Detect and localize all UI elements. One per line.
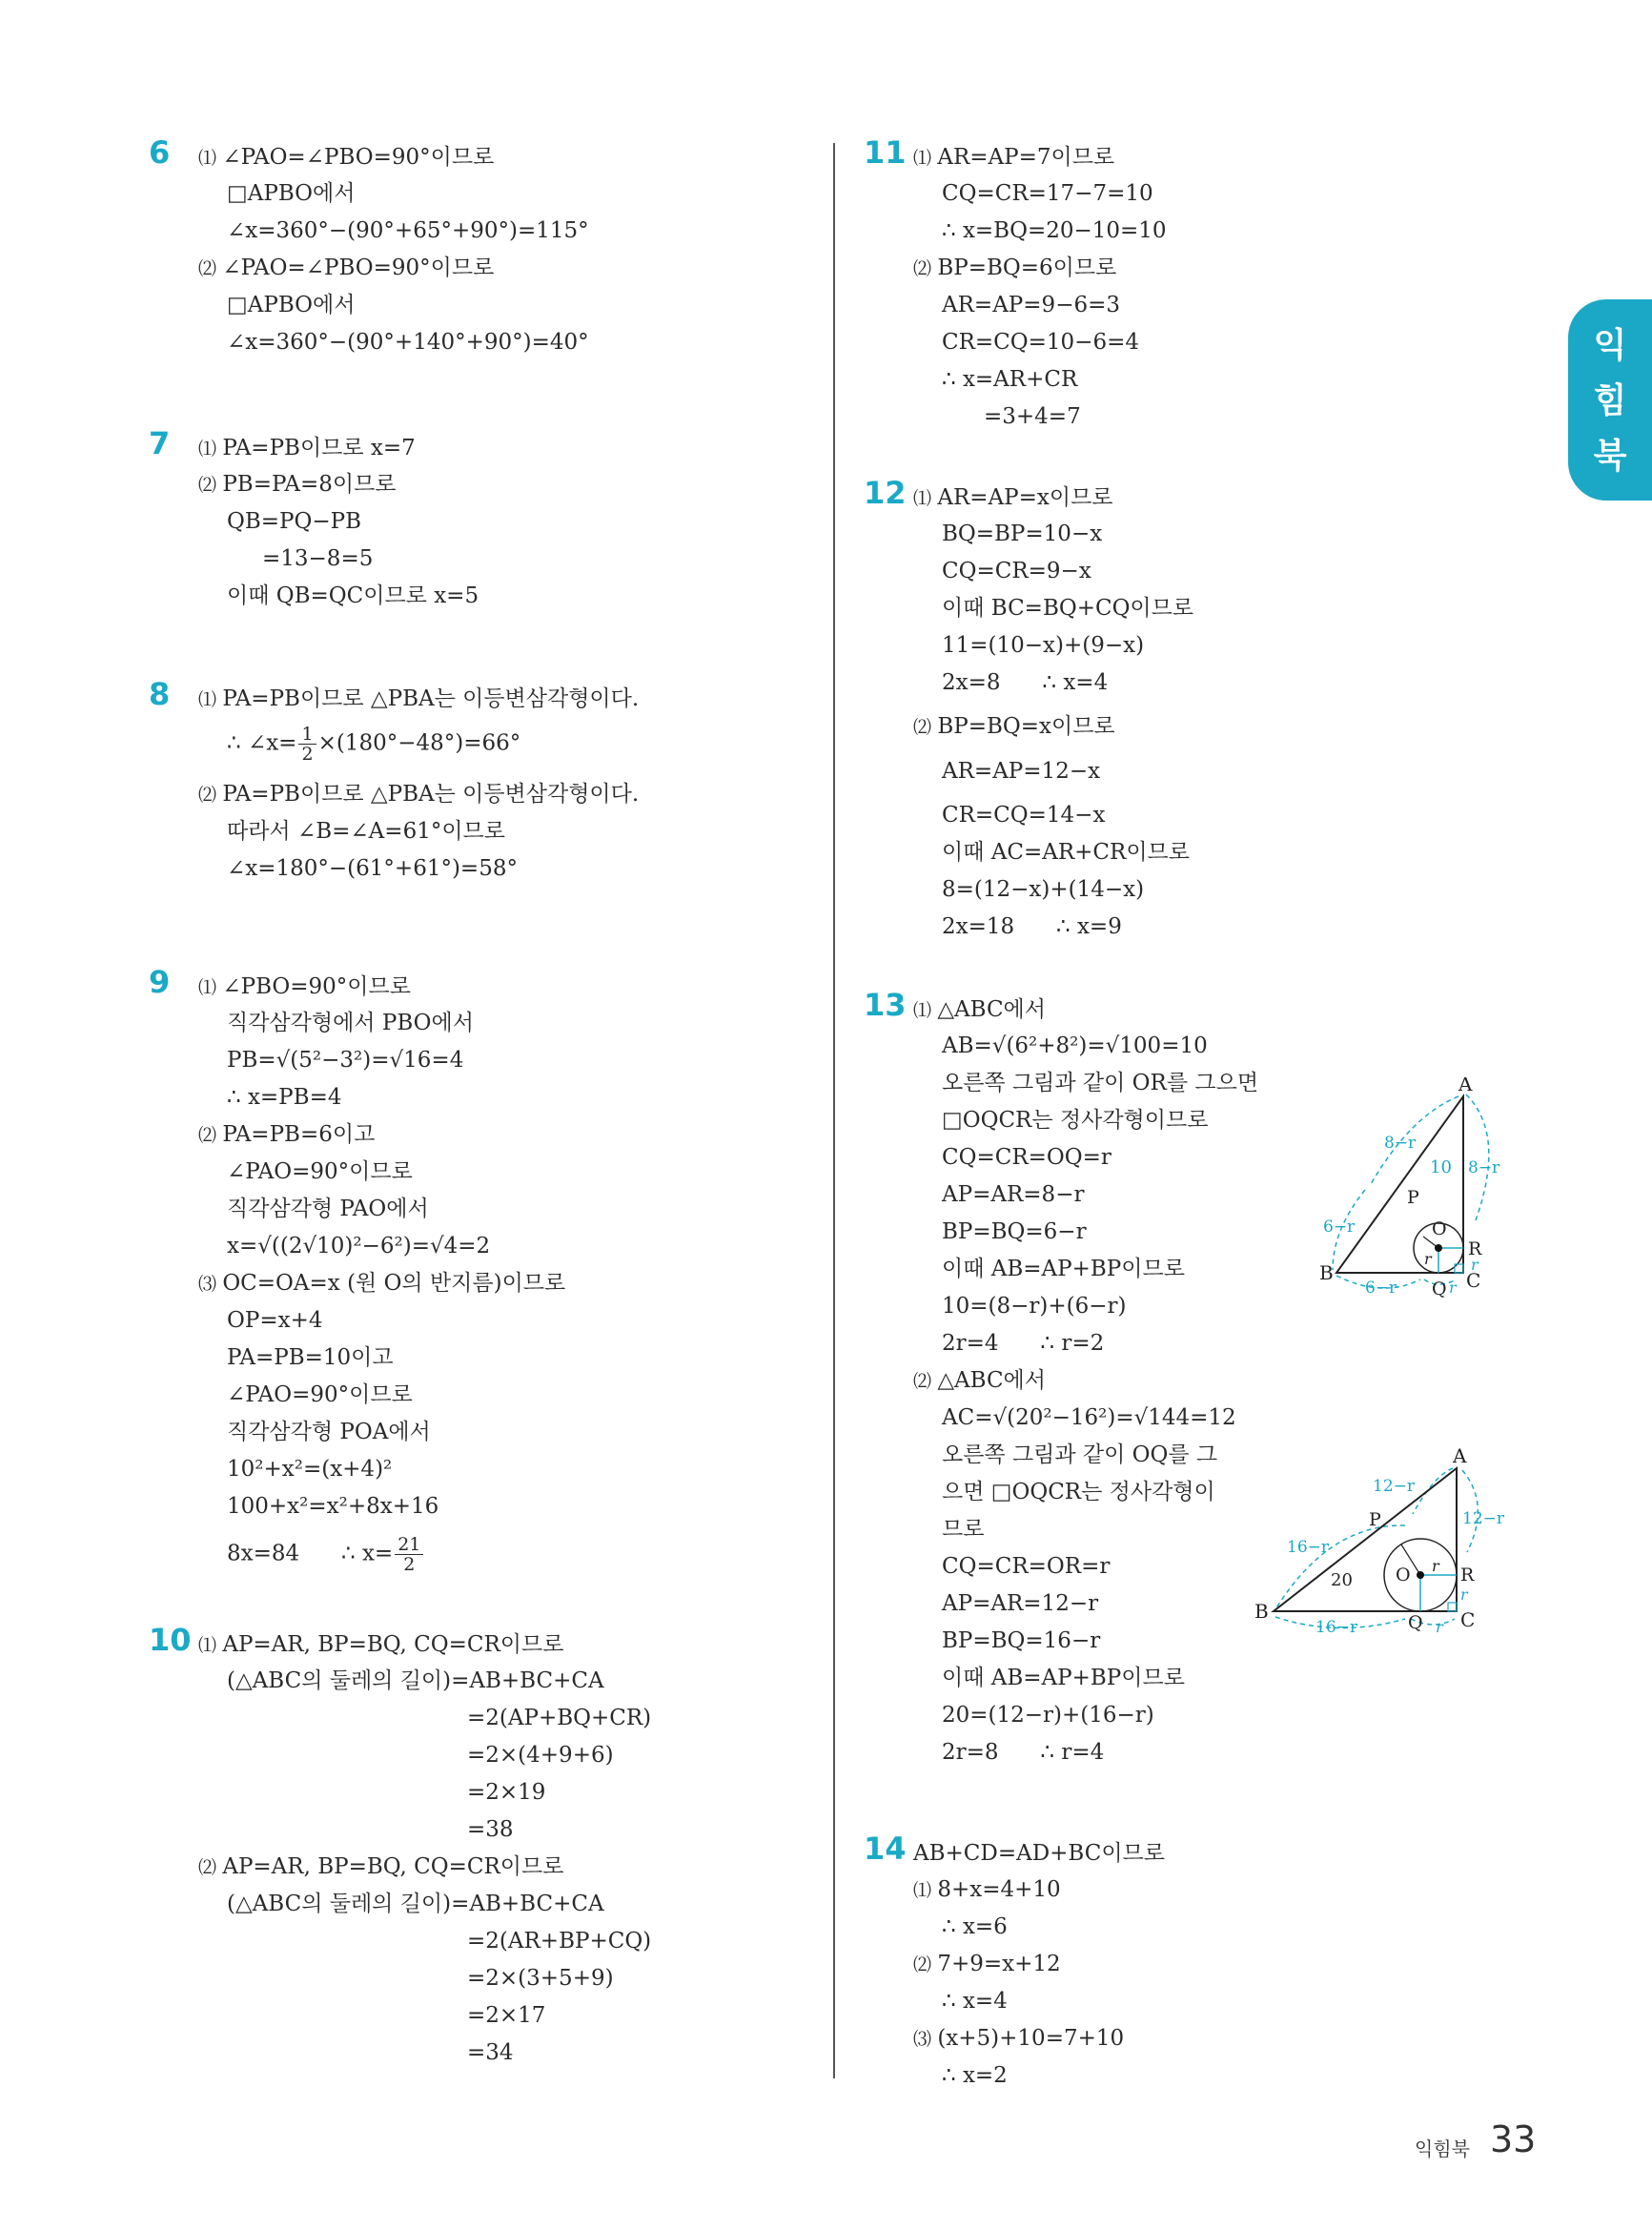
problem-number: 13 bbox=[864, 987, 907, 1023]
dashed-arc-ar bbox=[1466, 1095, 1489, 1220]
part-mark: ⑵ bbox=[198, 258, 216, 279]
solution-line: □OQCR는 정사각형이므로 bbox=[942, 1108, 1209, 1133]
solution-line: AB=√(6²+8²)=√100=10 bbox=[942, 1033, 1208, 1058]
solution-line: ∠x=180°−(61°+61°)=58° bbox=[227, 856, 518, 881]
solution-line: □APBO에서 bbox=[227, 293, 356, 317]
solution-line: 20=(12−r)+(16−r) bbox=[942, 1703, 1154, 1728]
solution-line: AR=AP=x이므로 bbox=[937, 485, 1113, 510]
label-ar: 12−r bbox=[1462, 1509, 1505, 1528]
solution-line: x=√((2√10)²−6²)=√4=2 bbox=[227, 1234, 491, 1258]
part-mark: ⑵ bbox=[913, 1954, 931, 1975]
part-mark: ⑵ bbox=[913, 1371, 931, 1392]
solution-line: BP=BQ=x이므로 bbox=[937, 714, 1115, 739]
problem-number: 6 bbox=[149, 134, 171, 171]
solution-line: =34 bbox=[467, 2040, 514, 2065]
page-number: 33 bbox=[1490, 2118, 1537, 2160]
label-rc: r bbox=[1471, 1256, 1479, 1274]
solution-line: =2×19 bbox=[467, 1780, 546, 1805]
solution-line: CQ=CR=9−x bbox=[942, 559, 1091, 583]
label-B: B bbox=[1254, 1600, 1269, 1623]
solution-line: BQ=BP=10−x bbox=[942, 522, 1103, 546]
solution-line: CQ=CR=OQ=r bbox=[942, 1145, 1112, 1170]
solution-line: (x+5)+10=7+10 bbox=[937, 2026, 1125, 2051]
solution-line: =13−8=5 bbox=[262, 546, 374, 571]
label-R: R bbox=[1460, 1565, 1475, 1586]
solution-line: 이때 AB=AP+BP이므로 bbox=[942, 1257, 1185, 1281]
label-bq: 6−r bbox=[1365, 1279, 1397, 1298]
solution-line: =2(AR+BP+CQ) bbox=[467, 1929, 652, 1954]
label-bq: 16−r bbox=[1315, 1618, 1358, 1637]
solution-line: BP=BQ=6이므로 bbox=[937, 256, 1117, 280]
solution-line: 2r=8 ∴ r=4 bbox=[942, 1740, 1105, 1765]
solution-line: ∠PAO=90°이므로 bbox=[227, 1382, 413, 1407]
solution-line: (△ABC의 둘레의 길이)=AB+BC+CA bbox=[227, 1668, 604, 1693]
label-P: P bbox=[1407, 1187, 1419, 1208]
solution-line: 10²+x²=(x+4)² bbox=[227, 1457, 393, 1482]
incircle-figure-2 bbox=[1253, 1447, 1539, 1638]
solution-line: 7+9=x+12 bbox=[937, 1952, 1061, 1976]
solution-line: (△ABC의 둘레의 길이)=AB+BC+CA bbox=[227, 1892, 604, 1916]
solution-line: △ABC에서 bbox=[937, 1368, 1046, 1393]
label-B: B bbox=[1319, 1261, 1334, 1284]
solution-line: ∠PAO=90°이므로 bbox=[227, 1159, 413, 1184]
solution-line: =38 bbox=[467, 1817, 514, 1842]
center-point bbox=[1435, 1244, 1442, 1252]
solution-line: ∴ x=4 bbox=[942, 1989, 1008, 2014]
label-ap: 12−r bbox=[1373, 1477, 1416, 1496]
solution-line: ×(180°−48°)=66° bbox=[317, 730, 521, 756]
side-tab-char-1: 익 bbox=[1593, 326, 1627, 365]
problem-number: 14 bbox=[864, 1831, 907, 1867]
numerator: 1 bbox=[298, 725, 316, 745]
solution-line: 오른쪽 그림과 같이 OQ를 그 bbox=[942, 1442, 1218, 1467]
label-Q: Q bbox=[1432, 1279, 1447, 1299]
solution-line: AP=AR=12−r bbox=[942, 1591, 1099, 1616]
label-A: A bbox=[1458, 1077, 1473, 1095]
solution-line: 이때 AB=AP+BP이므로 bbox=[942, 1666, 1185, 1690]
solution-line: 이때 BC=BQ+CQ이므로 bbox=[942, 596, 1194, 621]
right-angle-mark bbox=[1448, 1603, 1457, 1611]
solution-line: 오른쪽 그림과 같이 OR를 그으면 bbox=[942, 1071, 1259, 1095]
incircle-figure-1 bbox=[1315, 1077, 1525, 1306]
solution-line: 100+x²=x²+8x+16 bbox=[227, 1494, 439, 1519]
center-point bbox=[1417, 1571, 1424, 1579]
part-mark: ⑴ bbox=[198, 977, 216, 998]
solution-line: ∴ x=BQ=20−10=10 bbox=[942, 218, 1167, 243]
solution-line: PB=PA=8이므로 bbox=[222, 472, 397, 497]
solution-line: ∠x=360°−(90°+65°+90°)=115° bbox=[227, 218, 589, 243]
solution-line: ∠PBO=90°이므로 bbox=[222, 974, 411, 999]
denominator: 2 bbox=[403, 1554, 416, 1575]
label-R: R bbox=[1468, 1238, 1482, 1259]
solution-line: =2×(4+9+6) bbox=[467, 1743, 614, 1768]
solution-line: PA=PB=10이고 bbox=[227, 1345, 394, 1370]
column-divider bbox=[833, 143, 835, 2078]
solution-line: 8+x=4+10 bbox=[937, 1877, 1061, 1902]
part-mark: ⑴ bbox=[198, 689, 216, 710]
solution-line: =2×(3+5+9) bbox=[467, 1966, 614, 1991]
solution-line: 2x=18 ∴ x=9 bbox=[942, 914, 1122, 939]
solution-line: AB+CD=AD+BC이므로 bbox=[913, 1841, 1165, 1866]
part-mark: ⑶ bbox=[198, 1274, 216, 1295]
part-mark: ⑴ bbox=[913, 1000, 931, 1021]
solution-line: ∠x=360°−(90°+140°+90°)=40° bbox=[227, 330, 589, 355]
label-O: O bbox=[1432, 1218, 1447, 1239]
solution-line: 2r=4 ∴ r=2 bbox=[942, 1331, 1105, 1356]
part-mark: ⑶ bbox=[913, 2029, 931, 2050]
fraction bbox=[298, 725, 316, 764]
label-P: P bbox=[1369, 1509, 1381, 1530]
solution-line: ∴ x=AR+CR bbox=[942, 367, 1078, 392]
solution-line: PA=PB이므로 x=7 bbox=[222, 436, 416, 460]
label-qc: r bbox=[1449, 1279, 1457, 1297]
solution-line: AP=AR=8−r bbox=[942, 1182, 1085, 1207]
part-mark: ⑴ bbox=[198, 1635, 216, 1656]
solution-line: AR=AP=9−6=3 bbox=[942, 293, 1120, 317]
problem-number: 10 bbox=[149, 1622, 192, 1658]
label-C: C bbox=[1460, 1608, 1476, 1631]
solution-line: ∴ x=PB=4 bbox=[227, 1085, 342, 1110]
solution-line: 따라서 ∠B=∠A=61°이므로 bbox=[227, 819, 505, 844]
solution-line: CR=CQ=14−x bbox=[942, 803, 1106, 828]
solution-line: ∴ ∠x= bbox=[227, 730, 297, 756]
part-mark: ⑵ bbox=[198, 1125, 216, 1146]
label-Q: Q bbox=[1408, 1612, 1423, 1633]
solution-line: PB=√(5²−3²)=√16=4 bbox=[227, 1048, 464, 1073]
part-mark: ⑵ bbox=[913, 717, 931, 738]
solution-line: OP=x+4 bbox=[227, 1308, 323, 1333]
solution-line: AR=AP=12−x bbox=[942, 759, 1101, 784]
solution-line: 2x=8 ∴ x=4 bbox=[942, 670, 1109, 695]
problem-number: 9 bbox=[149, 964, 171, 1000]
problem-number: 12 bbox=[864, 475, 907, 511]
solution-line: △ABC에서 bbox=[937, 997, 1046, 1022]
label-ab: 20 bbox=[1331, 1570, 1353, 1590]
solution-line: CQ=CR=OR=r bbox=[942, 1554, 1111, 1579]
solution-line: 므로 bbox=[942, 1517, 985, 1542]
part-mark: ⑵ bbox=[198, 785, 216, 806]
side-tab-char-3: 북 bbox=[1593, 437, 1627, 476]
side-tab bbox=[1568, 299, 1652, 501]
solution-line: 8x=84 ∴ x= bbox=[227, 1541, 394, 1566]
problem-number: 7 bbox=[149, 425, 171, 461]
part-mark: ⑴ bbox=[913, 488, 931, 509]
numerator: 21 bbox=[395, 1535, 423, 1555]
solution-line: BP=BQ=16−r bbox=[942, 1628, 1101, 1653]
solution-line: □APBO에서 bbox=[227, 181, 356, 206]
solution-line: 직각삼각형 POA에서 bbox=[227, 1420, 431, 1444]
label-bp: 6−r bbox=[1323, 1217, 1356, 1237]
part-mark: ⑵ bbox=[198, 1857, 216, 1878]
solution-line: PA=PB이므로 △PBA는 이등변삼각형이다. bbox=[222, 686, 640, 711]
solution-line: OC=OA=x (원 O의 반지름)이므로 bbox=[222, 1271, 566, 1296]
part-mark: ⑵ bbox=[198, 475, 216, 496]
solution-line: AP=AR, BP=BQ, CQ=CR이므로 bbox=[222, 1632, 564, 1657]
part-mark: ⑴ bbox=[198, 439, 216, 460]
solution-line: ∠PAO=∠PBO=90°이므로 bbox=[222, 256, 495, 280]
solution-line: =2×17 bbox=[467, 2003, 546, 2028]
side-tab-char-2: 힘 bbox=[1593, 381, 1627, 420]
label-ar: 8−r bbox=[1468, 1158, 1500, 1177]
label-O: O bbox=[1396, 1565, 1411, 1586]
solution-line: ∠PAO=∠PBO=90°이므로 bbox=[222, 145, 495, 170]
solution-line: CQ=CR=17−7=10 bbox=[942, 181, 1153, 206]
label-ap: 8−r bbox=[1384, 1134, 1417, 1153]
solution-line: BP=BQ=6−r bbox=[942, 1219, 1087, 1244]
solution-line: 이때 AC=AR+CR이므로 bbox=[942, 840, 1190, 865]
solution-line: =2(AP+BQ+CR) bbox=[467, 1706, 652, 1730]
solution-line: CR=CQ=10−6=4 bbox=[942, 330, 1139, 355]
label-ab: 10 bbox=[1430, 1157, 1452, 1177]
label-A: A bbox=[1453, 1447, 1467, 1467]
solution-line: 10=(8−r)+(6−r) bbox=[942, 1294, 1127, 1319]
solution-line: 으면 □OQCR는 정사각형이 bbox=[942, 1480, 1215, 1504]
solution-line: AP=AR, BP=BQ, CQ=CR이므로 bbox=[222, 1854, 564, 1879]
label-bp: 16−r bbox=[1287, 1538, 1330, 1557]
problem-number: 11 bbox=[864, 134, 907, 171]
solution-line: PA=PB이므로 △PBA는 이등변삼각형이다. bbox=[222, 782, 640, 807]
label-rc: r bbox=[1460, 1586, 1468, 1604]
part-mark: ⑴ bbox=[913, 1880, 931, 1901]
solution-line: =3+4=7 bbox=[984, 404, 1081, 429]
label-qc: r bbox=[1436, 1618, 1443, 1636]
solution-line: ∴ x=6 bbox=[942, 1914, 1008, 1939]
solution-line: 직각삼각형에서 PBO에서 bbox=[227, 1011, 474, 1035]
solution-line: AC=√(20²−16²)=√144=12 bbox=[942, 1405, 1236, 1430]
solution-line: ∴ x=2 bbox=[942, 2063, 1008, 2088]
triangle-abc bbox=[1336, 1096, 1463, 1273]
solution-line: AR=AP=7이므로 bbox=[937, 145, 1115, 170]
solution-line: PA=PB=6이고 bbox=[222, 1122, 376, 1147]
footer-label: 익힘북 bbox=[1415, 2138, 1470, 2160]
problem-number: 8 bbox=[149, 676, 171, 712]
part-mark: ⑴ bbox=[913, 148, 931, 169]
solution-line: QB=PQ−PB bbox=[227, 509, 362, 534]
part-mark: ⑴ bbox=[198, 148, 216, 169]
fraction bbox=[395, 1535, 423, 1574]
solution-line: 직각삼각형 PAO에서 bbox=[227, 1197, 429, 1221]
part-mark: ⑵ bbox=[913, 258, 931, 279]
solution-line: 8=(12−x)+(14−x) bbox=[942, 877, 1145, 902]
label-radius: r bbox=[1432, 1557, 1439, 1575]
label-radius: r bbox=[1424, 1250, 1432, 1268]
solution-line: 11=(10−x)+(9−x) bbox=[942, 633, 1145, 658]
label-C: C bbox=[1466, 1269, 1481, 1292]
solution-line: 이때 QB=QC이므로 x=5 bbox=[227, 583, 479, 608]
denominator: 2 bbox=[301, 744, 314, 765]
